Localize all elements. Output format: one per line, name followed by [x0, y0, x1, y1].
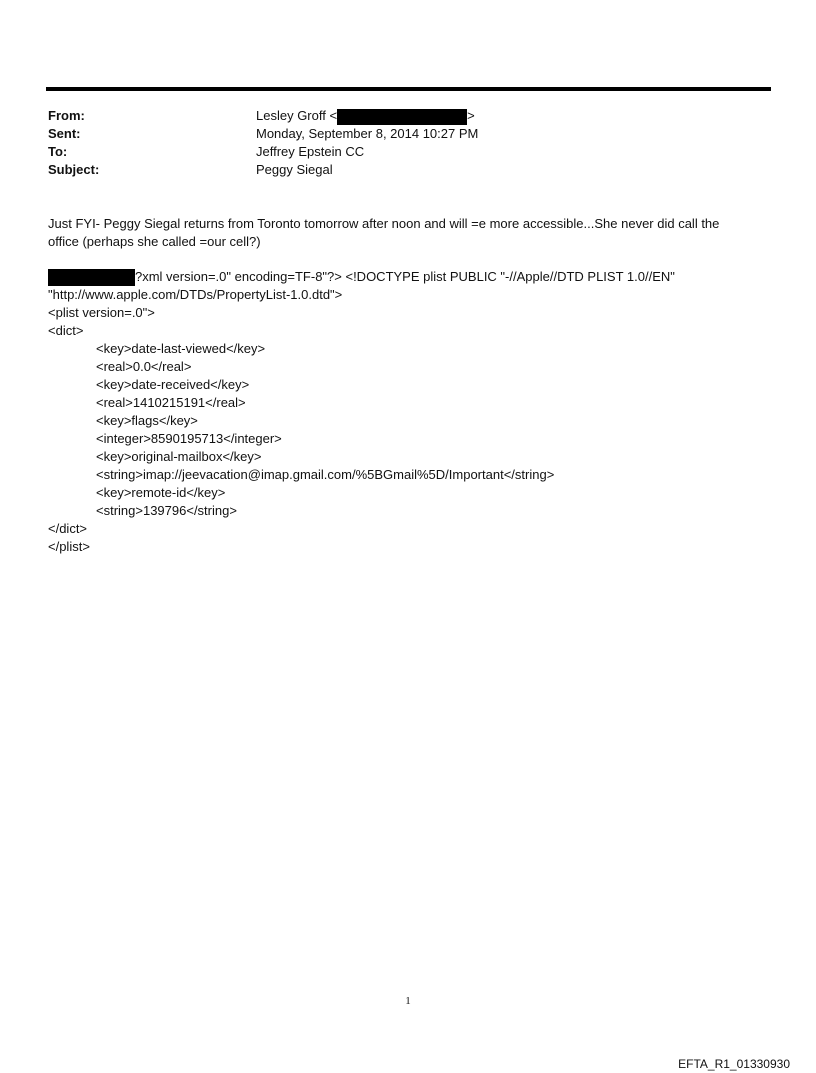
- xml-dict-line: <key>remote-id</key>: [96, 485, 226, 500]
- xml-block: [48, 268, 788, 556]
- subject-label: Subject:: [48, 162, 100, 177]
- xml-dict-line: <string>139796</string>: [96, 503, 237, 518]
- to-label: To:: [48, 144, 68, 159]
- sent-row: [48, 125, 478, 143]
- body-line-1: Just FYI- Peggy Siegal returns from Toronto tomorrow after noon and will =e more accessible...She never did call the: [48, 216, 720, 231]
- xml-dict-line: <string>imap://jeevacation@imap.gmail.com/%5BGmail%5D/Important</string>: [96, 467, 555, 482]
- xml-first-line: [48, 268, 788, 286]
- xml-line: </dict>: [48, 521, 88, 536]
- xml-dict-line: <integer>8590195713</integer>: [96, 431, 282, 446]
- email-body: [48, 215, 768, 251]
- xml-dict-line: <real>1410215191</real>: [96, 395, 246, 410]
- page-number: 1: [405, 995, 411, 1007]
- xml-line: <plist version=.0">: [48, 305, 155, 320]
- subject-value: Peggy Siegal: [256, 162, 333, 177]
- subject-row: [48, 161, 478, 179]
- xml-line: </plist>: [48, 539, 90, 554]
- xml-dict-line: <key>date-received</key>: [96, 377, 250, 392]
- body-line-2: office (perhaps she called =our cell?): [48, 234, 261, 249]
- redaction-block: [337, 109, 467, 125]
- from-label: From:: [48, 108, 85, 123]
- from-close: >: [467, 108, 475, 123]
- from-row: [48, 107, 478, 125]
- sent-value: Monday, September 8, 2014 10:27 PM: [256, 126, 479, 141]
- xml-dict-line: <key>flags</key>: [96, 413, 198, 428]
- xml-dict-line: <real>0.0</real>: [96, 359, 192, 374]
- xml-line: "http://www.apple.com/DTDs/PropertyList-1.0.dtd">: [48, 287, 343, 302]
- email-header: [48, 107, 478, 179]
- redaction-block: [48, 269, 135, 286]
- to-value: Jeffrey Epstein CC: [256, 144, 365, 159]
- xml-prolog: ?xml version=.0" encoding=TF-8"?> <!DOCTYPE plist PUBLIC "-//Apple//DTD PLIST 1.0//EN": [135, 269, 675, 284]
- to-row: [48, 143, 478, 161]
- sent-label: Sent:: [48, 126, 81, 141]
- from-name: Lesley Groff <: [256, 108, 338, 123]
- from-value: [256, 107, 475, 125]
- header-rule: [46, 87, 771, 91]
- xml-line: <dict>: [48, 323, 84, 338]
- xml-dict-line: <key>original-mailbox</key>: [96, 449, 262, 464]
- document-id: EFTA_R1_01330930: [678, 1057, 790, 1071]
- xml-dict-line: <key>date-last-viewed</key>: [96, 341, 266, 356]
